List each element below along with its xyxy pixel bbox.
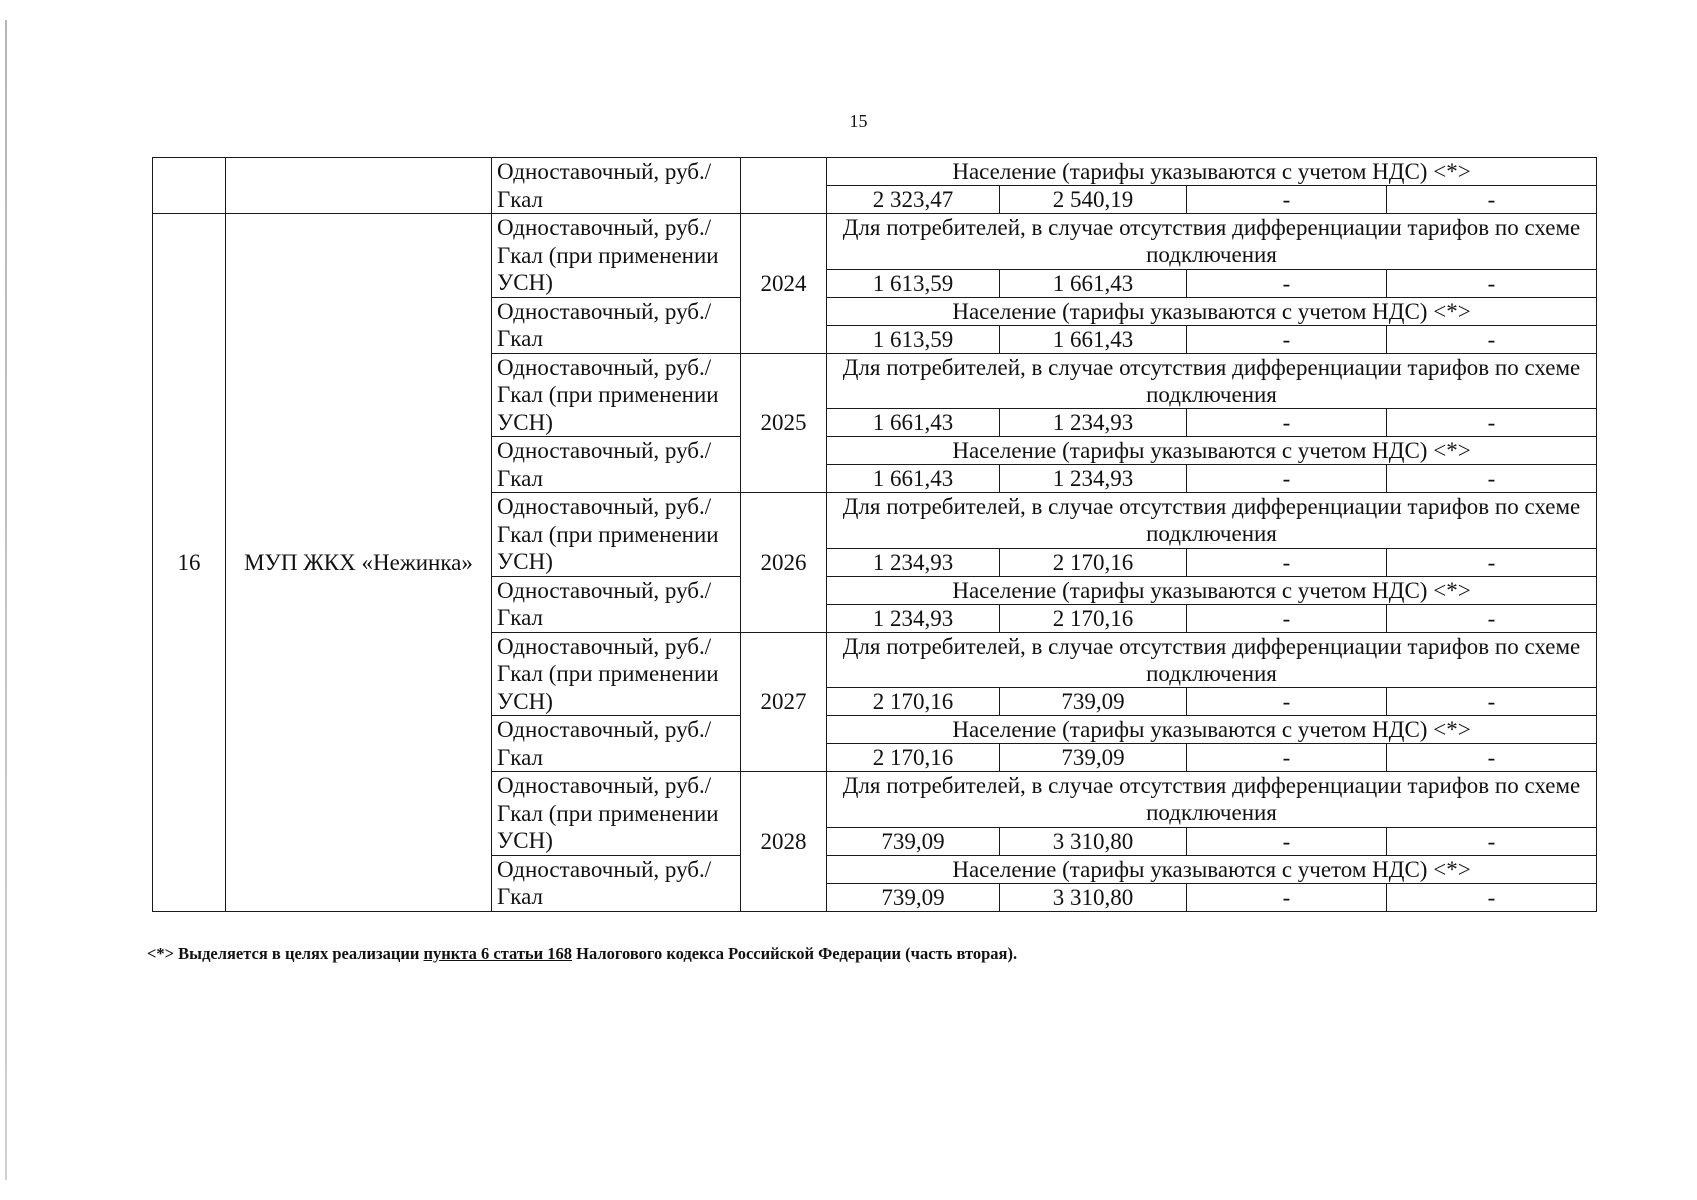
rate-label-cell: Одноставочный, руб./Гкал xyxy=(492,576,741,632)
consumer-group-cell: Для потребителей, в случае отсутствия дифференциации тарифов по схеме подключения xyxy=(827,493,1597,549)
table-row xyxy=(153,158,1597,186)
tariff-value-cell: - xyxy=(1187,186,1387,214)
year-cell: 2028 xyxy=(741,772,827,912)
tariff-value-cell: 2 170,16 xyxy=(827,744,1000,772)
tariff-table xyxy=(152,157,1597,912)
empty-org-cell xyxy=(226,158,492,214)
consumer-group-cell: Для потребителей, в случае отсутствия дифференциации тарифов по схеме подключения xyxy=(827,214,1597,270)
tariff-value-cell: - xyxy=(1187,325,1387,353)
year-cell: 2024 xyxy=(741,214,827,354)
consumer-group-cell: Для потребителей, в случае отсутствия дифференциации тарифов по схеме подключения xyxy=(827,632,1597,688)
tariff-value-cell: - xyxy=(1387,688,1597,716)
scan-edge-line xyxy=(5,20,7,1180)
consumer-group-cell: Для потребителей, в случае отсутствия дифференциации тарифов по схеме подключения xyxy=(827,353,1597,409)
footnote-text: <*> Выделяется в целях реализации xyxy=(147,944,424,963)
org-number-cell: 16 xyxy=(153,214,226,912)
tariff-value-cell: 2 170,16 xyxy=(1000,548,1187,576)
tariff-value-cell: 739,09 xyxy=(1000,688,1187,716)
tariff-value-cell: - xyxy=(1387,883,1597,911)
tariff-value-cell: 1 234,93 xyxy=(827,548,1000,576)
year-cell: 2026 xyxy=(741,493,827,633)
tariff-value-cell: - xyxy=(1187,548,1387,576)
org-name-cell: МУП ЖКХ «Нежинка» xyxy=(226,214,492,912)
tariff-value-cell: - xyxy=(1387,186,1597,214)
tariff-value-cell: 2 170,16 xyxy=(1000,604,1187,632)
footnote-text-end: Налогового кодекса Российской Федерации (часть вторая). xyxy=(572,944,1018,963)
consumer-group-cell: Население (тарифы указываются с учетом НДС) <*> xyxy=(827,437,1597,465)
consumer-group-cell: Для потребителей, в случае отсутствия дифференциации тарифов по схеме подключения xyxy=(827,772,1597,828)
tariff-value-cell: - xyxy=(1187,465,1387,493)
empty-year-cell xyxy=(741,158,827,214)
rate-label-cell: Одноставочный, руб./Гкал xyxy=(492,158,741,214)
tariff-value-cell: 1 234,93 xyxy=(827,604,1000,632)
consumer-group-cell: Население (тарифы указываются с учетом НДС) <*> xyxy=(827,716,1597,744)
empty-number-cell xyxy=(153,158,226,214)
rate-label-cell: Одноставочный, руб./Гкал (при применении УСН) xyxy=(492,772,741,856)
consumer-group-cell: Население (тарифы указываются с учетом НДС) <*> xyxy=(827,297,1597,325)
tariff-value-cell: 739,09 xyxy=(1000,744,1187,772)
rate-label-cell: Одноставочный, руб./Гкал (при применении УСН) xyxy=(492,214,741,298)
tariff-value-cell: 1 661,43 xyxy=(827,465,1000,493)
tariff-value-cell: 1 661,43 xyxy=(827,409,1000,437)
footnote xyxy=(147,944,1017,964)
tariff-value-cell: - xyxy=(1387,269,1597,297)
tariff-value-cell: 739,09 xyxy=(827,883,1000,911)
tariff-value-cell: - xyxy=(1387,827,1597,855)
tariff-value-cell: - xyxy=(1187,827,1387,855)
tariff-value-cell: - xyxy=(1187,409,1387,437)
rate-label-cell: Одноставочный, руб./Гкал xyxy=(492,297,741,353)
rate-label-cell: Одноставочный, руб./Гкал (при применении УСН) xyxy=(492,632,741,716)
tariff-value-cell: 1 613,59 xyxy=(827,269,1000,297)
tariff-value-cell: 1 613,59 xyxy=(827,325,1000,353)
tariff-value-cell: - xyxy=(1387,465,1597,493)
rate-label-cell: Одноставочный, руб./Гкал (при применении УСН) xyxy=(492,493,741,577)
consumer-group-cell: Население (тарифы указываются с учетом НДС) <*> xyxy=(827,158,1597,186)
rate-label-cell: Одноставочный, руб./Гкал (при применении УСН) xyxy=(492,353,741,437)
year-cell: 2027 xyxy=(741,632,827,772)
rate-label-cell: Одноставочный, руб./Гкал xyxy=(492,716,741,772)
tariff-value-cell: - xyxy=(1387,604,1597,632)
tariff-value-cell: 739,09 xyxy=(827,827,1000,855)
tariff-value-cell: - xyxy=(1387,325,1597,353)
tariff-value-cell: 1 661,43 xyxy=(1000,325,1187,353)
tariff-value-cell: 3 310,80 xyxy=(1000,883,1187,911)
tariff-value-cell: - xyxy=(1387,548,1597,576)
tariff-value-cell: 1 234,93 xyxy=(1000,409,1187,437)
footnote-law-link[interactable]: пункта 6 статьи 168 xyxy=(423,944,573,963)
consumer-group-cell: Население (тарифы указываются с учетом НДС) <*> xyxy=(827,576,1597,604)
tariff-value-cell: - xyxy=(1187,688,1387,716)
consumer-group-cell: Население (тарифы указываются с учетом НДС) <*> xyxy=(827,855,1597,883)
tariff-value-cell: 1 661,43 xyxy=(1000,269,1187,297)
tariff-value-cell: - xyxy=(1387,744,1597,772)
tariff-value-cell: 2 540,19 xyxy=(1000,186,1187,214)
tariff-value-cell: - xyxy=(1187,883,1387,911)
tariff-value-cell: - xyxy=(1387,409,1597,437)
tariff-value-cell: - xyxy=(1187,269,1387,297)
tariff-value-cell: 1 234,93 xyxy=(1000,465,1187,493)
tariff-value-cell: - xyxy=(1187,604,1387,632)
page-number: 15 xyxy=(849,111,868,131)
year-cell: 2025 xyxy=(741,353,827,493)
tariff-value-cell: 2 323,47 xyxy=(827,186,1000,214)
tariff-value-cell: 2 170,16 xyxy=(827,688,1000,716)
rate-label-cell: Одноставочный, руб./Гкал xyxy=(492,855,741,911)
rate-label-cell: Одноставочный, руб./Гкал xyxy=(492,437,741,493)
tariff-value-cell: 3 310,80 xyxy=(1000,827,1187,855)
table-row xyxy=(153,214,1597,270)
tariff-value-cell: - xyxy=(1187,744,1387,772)
